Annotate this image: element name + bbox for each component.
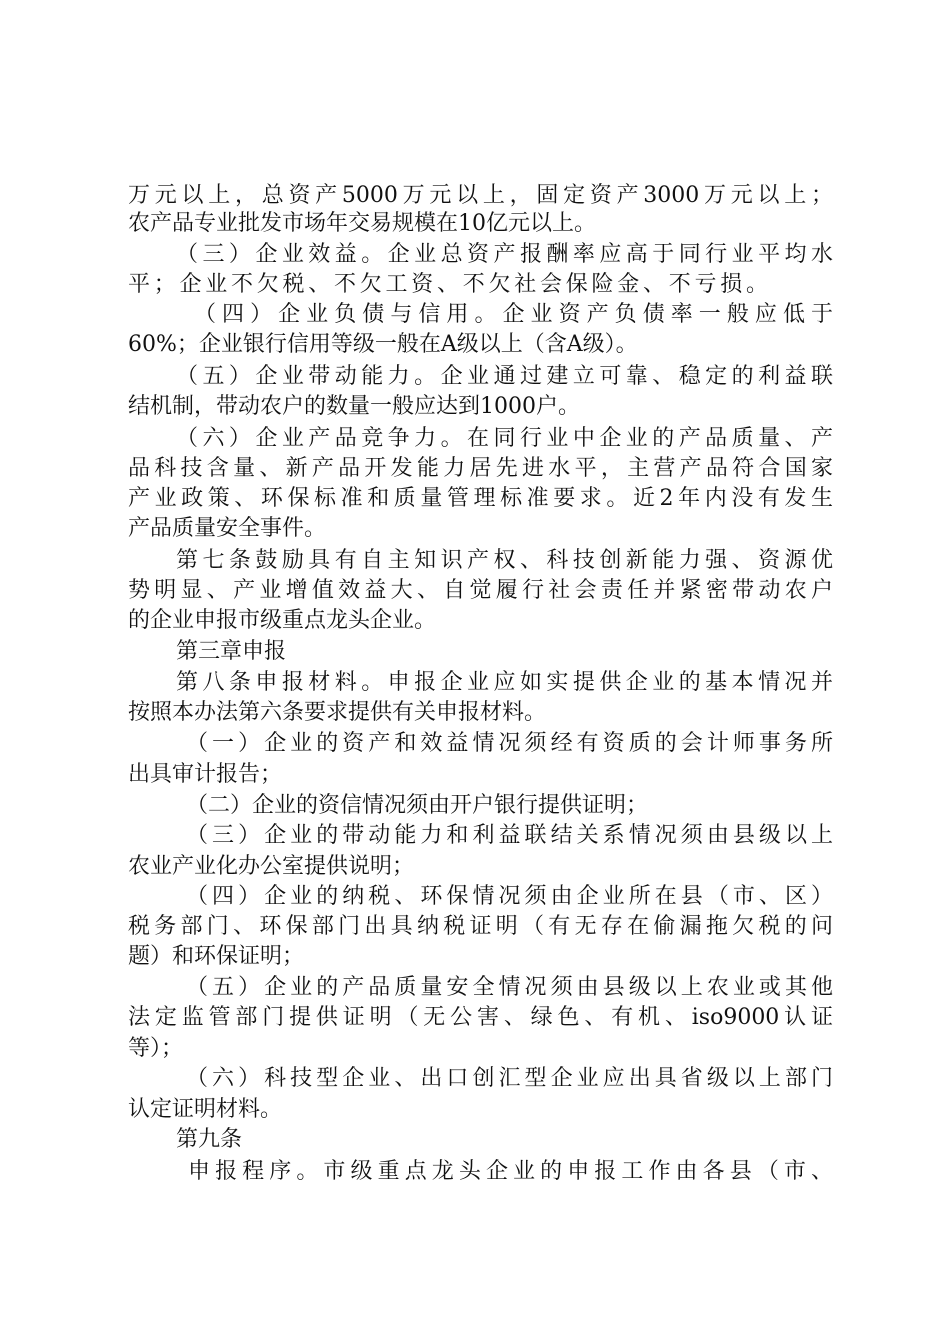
body-text-line: （四）企业负债与信用。企业资产负债率一般应低于 bbox=[194, 302, 833, 327]
body-text-line: 第七条鼓励具有自主知识产权、科技创新能力强、资源优 bbox=[176, 548, 833, 573]
body-text-line: 法定监管部门提供证明（无公害、绿色、有机、iso9000认证 bbox=[128, 1005, 833, 1030]
body-text-line: （一）企业的资产和效益情况须经有资质的会计师事务所 bbox=[186, 731, 833, 756]
body-text-line: 申报程序。市级重点龙头企业的申报工作由各县（市、 bbox=[188, 1159, 833, 1184]
body-text-line: 的企业申报市级重点龙头企业。 bbox=[128, 608, 437, 633]
body-text-line: 农业产业化办公室提供说明； bbox=[128, 854, 415, 879]
body-text-line: 60%；企业银行信用等级一般在A级以上（含A级）。 bbox=[128, 332, 638, 357]
body-text-line: 产品质量安全事件。 bbox=[128, 516, 327, 541]
body-text-line: 出具审计报告； bbox=[128, 762, 283, 787]
body-text-line: 品科技含量、新产品开发能力居先进水平，主营产品符合国家 bbox=[128, 456, 833, 481]
body-text-line: （五）企业的产品质量安全情况须由县级以上农业或其他 bbox=[186, 975, 833, 1000]
body-text-line: 税务部门、环保部门出具纳税证明（有无存在偷漏拖欠税的问 bbox=[128, 914, 833, 939]
body-text-line: （三）企业的带动能力和利益联结关系情况须由县级以上 bbox=[186, 823, 833, 848]
body-text-line: 结机制，带动农户的数量一般应达到1000户。 bbox=[128, 394, 580, 419]
body-text-line: 题）和环保证明； bbox=[128, 944, 305, 969]
body-text-line: 万元以上，总资产5000万元以上，固定资产3000万元以上； bbox=[128, 183, 833, 208]
body-text-line: 等）； bbox=[128, 1036, 184, 1061]
body-text-line: （五）企业带动能力。企业通过建立可靠、稳定的利益联 bbox=[176, 364, 833, 389]
body-text-line: 认定证明材料。 bbox=[128, 1097, 283, 1122]
body-text-line: （四）企业的纳税、环保情况须由企业所在县（市、区） bbox=[186, 884, 833, 909]
body-text-line: 平；企业不欠税、不欠工资、不欠社会保险金、不亏损。 bbox=[128, 272, 768, 297]
body-text-line: （三）企业效益。企业总资产报酬率应高于同行业平均水 bbox=[176, 242, 833, 267]
body-text-line: 产业政策、环保标准和质量管理标准要求。近2年内没有发生 bbox=[128, 486, 833, 511]
body-text-line: （六）科技型企业、出口创汇型企业应出具省级以上部门 bbox=[186, 1066, 833, 1091]
body-text-line: 农产品专业批发市场年交易规模在10亿元以上。 bbox=[128, 211, 596, 236]
body-text-line: （二）企业的资信情况须由开户银行提供证明； bbox=[186, 793, 649, 818]
article-heading: 第九条 bbox=[176, 1127, 243, 1152]
body-text-line: 按照本办法第六条要求提供有关申报材料。 bbox=[128, 700, 547, 725]
chapter-heading: 第三章申报 bbox=[176, 639, 287, 664]
body-text-line: 第八条申报材料。申报企业应如实提供企业的基本情况并 bbox=[176, 670, 833, 695]
body-text-line: 势明显、产业增值效益大、自觉履行社会责任并紧密带动农户 bbox=[128, 578, 833, 603]
body-text-line: （六）企业产品竞争力。在同行业中企业的产品质量、产 bbox=[176, 426, 833, 451]
